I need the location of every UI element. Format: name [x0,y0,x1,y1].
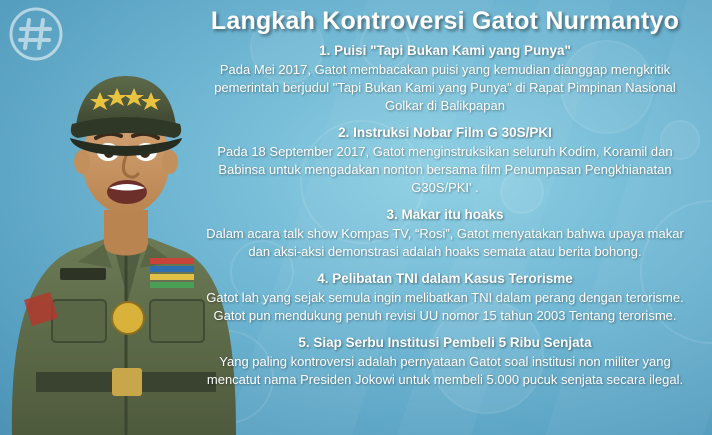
item-title: 3. Makar itu hoaks [386,206,504,222]
list-item [190,270,700,325]
list-item [190,124,700,197]
item-body: Yang paling kontroversi adalah pernyataan Gatot soal institusi non militer yang mencatut nama Presiden Jokowi untuk membeli 5.000 pucuk senjata secara ilegal. [206,353,684,387]
item-body: Pada Mei 2017, Gatot membacakan puisi yang kemudian dianggap mengkritik pemerintah berjudul "Tapi Bukan Kami yang Punya" di Rapat Pimpinan Nasional Golkar di Balikpapan [214,61,676,113]
content-column [190,0,712,435]
item-body: Gatot lah yang sejak semula ingin melibatkan TNI dalam perang dengan terorisme. Gatot pun mendukung penuh revisi UU nomor 15 tahun 2003 Tentang terorisme. [206,289,684,323]
item-title: 5. Siap Serbu Institusi Pembeli 5 Ribu Senjata [298,334,592,350]
item-body: Pada 18 September 2017, Gatot menginstruksikan seluruh Kodim, Koramil dan Babinsa untuk mengadakan nonton bersama film Penumpasan Pengkhianatan G30S/PKI' . [217,143,673,195]
list-item [190,206,700,261]
list-item [190,334,700,389]
item-title: 2. Instruksi Nobar Film G 30S/PKI [338,124,552,140]
item-title: 1. Puisi "Tapi Bukan Kami yang Punya" [319,42,571,58]
item-title: 4. Pelibatan TNI dalam Kasus Terorisme [317,270,573,286]
list-item [190,42,700,115]
page-title: Langkah Kontroversi Gatot Nurmantyo [210,7,680,35]
item-body: Dalam acara talk show Kompas TV, “Rosi”, Gatot menyatakan bahwa upaya makar dan aksi-aksi demonstrasi adalah hoaks semata atau berita bohong. [206,225,684,259]
